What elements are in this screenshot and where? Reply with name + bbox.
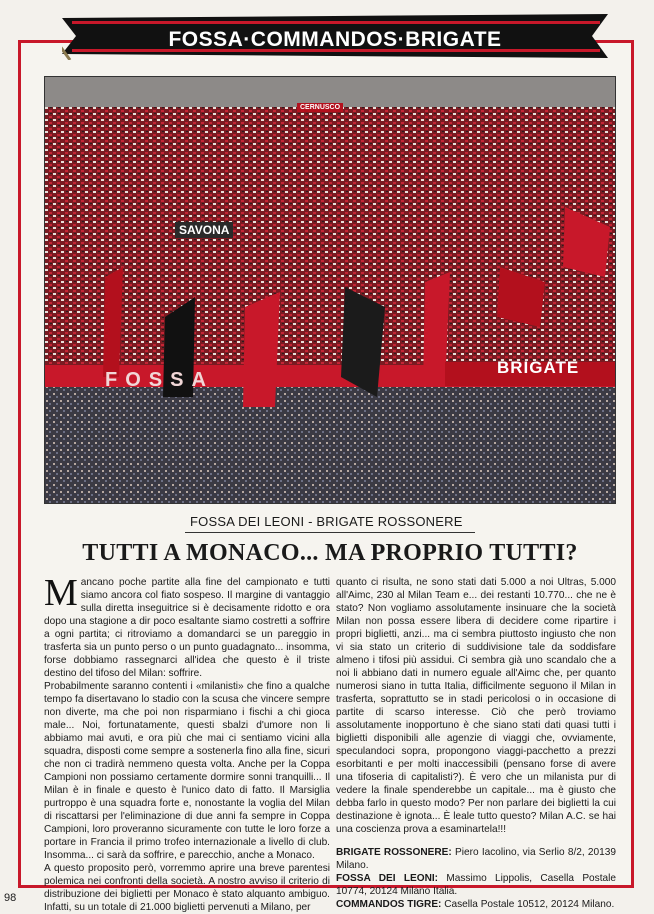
contact-entry — [336, 872, 616, 898]
contact-name: COMMANDOS TIGRE: — [336, 899, 442, 910]
article-column-right — [336, 576, 616, 911]
banner-fossa: FOSSA — [105, 369, 214, 391]
stadium-photo — [44, 76, 616, 504]
paragraph-text: ancano poche partite alla fine del campionato e tutti siamo ancora col fiato sospeso. Il margine di vantaggio sulla diretta inseguitrice si è decisamente ridotto e ora dopo una stagione a dir poco esaltante siamo costretti a soffrire a ogni partita; ci ritroviamo a domandarci se un pareggio in trasferta sia un punto perso o un punto guadagnato... insomma, forse dobbiamo rassegnarci all'idea che questo è il triste destino del tifoso del Milan: soffrire. — [44, 577, 330, 679]
header-banner — [62, 14, 608, 60]
article-column-left — [44, 572, 330, 914]
article-headline: TUTTI A MONACO... MA PROPRIO TUTTI? — [82, 540, 578, 566]
banner-cernusco: CERNUSCO — [297, 103, 343, 112]
contacts-block — [336, 846, 616, 911]
page-number: 98 — [4, 892, 17, 904]
contact-detail: Casella Postale 10512, 20124 Milano. — [444, 899, 615, 910]
banner-brigate: BRIGATE — [497, 358, 580, 377]
paragraph: quanto ci risulta, ne sono stati dati 5.000 a noi Ultras, 5.000 all'Aimc, 230 al Milan Team e... dei restanti 10.770... che ne è stato? Non vogliamo assolutamente insinuare che la società Milan non possa essere libera di decidere come ripartire i propri biglietti, anzi... ma ci sembra piuttosto ingiusto che non vi sia stato un criterio di suddivisione tale da soddisfare almeno i tifosi più assidui. Ci sembra già uno scandalo che a noi li abbiano dati in numero eguale all'Aimc che, per quanto numerosi siano in tutta Italia, difficilmente seguono il Milan in trasferta, soprattutto se in stadi pericolosi o in occasione di partite di scarso interesse. Ciò che però troviamo assolutamente inopportuno è che siano stati dati quasi tutti i biglietti disponibili alle agenzie di viaggi che, ovviamente, speculandoci sopra, propongono viaggi-pacchetto a prezzi esorbitanti e per molti inaccessibili (pensano forse di avere una tifoseria di capitalisti?). È vero che un milanista pur di vedere la finale spenderebbe un capitale... ma è giusto che debba farlo in questo modo? Per non parlare dei biglietti la cui destinazione è ignota... È leale tutto questo? Milan A.C. se hai una coscienza prova a esaminartela!!! — [336, 577, 616, 835]
banner-savona: SAVONA — [175, 222, 233, 238]
contact-name: FOSSA DEI LEONI: — [336, 873, 439, 884]
contact-detail: Piero Iacolino, via Serlio 8/2, 20139 Milano. — [336, 847, 617, 871]
paragraph — [44, 572, 330, 680]
paragraph: Probabilmente saranno contenti i «milanisti» che fino a qualche tempo fa disertavano lo stadio con la scusa che vincere sempre non diverte, ma che poi non risparmiano i fischi a chi gioca male... Noi, fortunatamente, questi sbalzi d'umore non li abbiamo mai avuti, e ora più che mai ci sentiamo vicini alla squadra, disposti come sempre a sostenerla fino alla fine, sicuri che non ci tradirà nemmeno questa volta. Anche per la Coppa Campioni non possiamo certamente dormire sonni tranquilli... Il Milan è in finale e questo è l'unico dato di fatto. Il Marsiglia purtroppo è una squadra forte e, nonostante la voglia del Milan di riscattarsi per l'eliminazione di due anni fa sempre in Coppa Campioni, loro proveranno sicuramente con tutte le loro forze a portare in Francia il primo trofeo internazionale a livello di club. Insomma... ci sarà da soffrire, e parecchio, anche a Monaco. — [44, 681, 330, 861]
banner-title: FOSSA·COMMANDOS·BRIGATE — [168, 28, 502, 51]
paragraph: A questo proposito però, vorremmo aprire una breve parentesi polemica nei confronti della società. A nostro avviso il criterio di distribuzione dei biglietti per Monaco è stato alquanto ambiguo. Infatti, su un totale di 21.000 biglietti pervenuti a Milano, per — [44, 863, 330, 913]
crowd-illustration — [45, 77, 615, 503]
contact-entry — [336, 898, 616, 911]
contact-name: BRIGATE ROSSONERE: — [336, 847, 452, 858]
contact-detail: Massimo Lippolis, Casella Postale 10774, 20124 Milano Italia. — [336, 873, 616, 897]
contact-entry — [336, 846, 616, 872]
drop-cap: M — [44, 572, 78, 614]
kicker-divider — [185, 532, 475, 533]
article-kicker: FOSSA DEI LEONI - BRIGATE ROSSONERE — [190, 514, 463, 529]
